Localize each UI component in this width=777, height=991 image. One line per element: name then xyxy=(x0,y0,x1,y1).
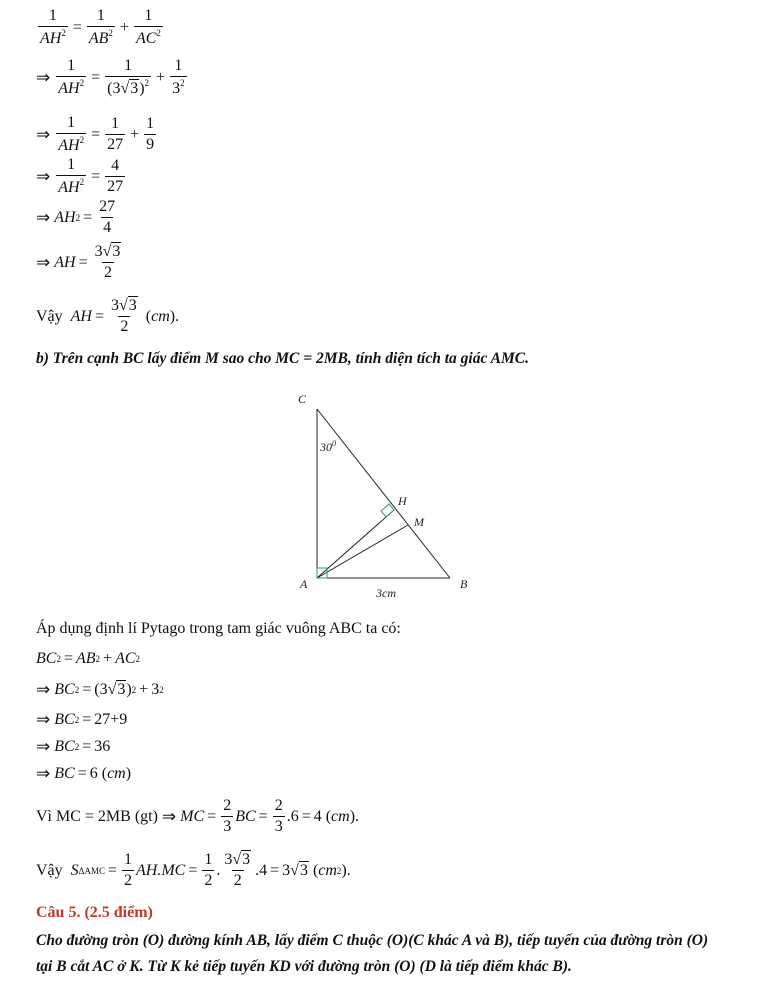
label-m: M xyxy=(414,515,424,529)
eq-line-4: ⇒ $\frac{1}{AH^2}$ = $\frac{4}{27}$ xyxy=(36,156,124,196)
label-base: 3cm xyxy=(376,586,396,600)
cau5-heading: Câu 5. (2.5 điểm) xyxy=(36,904,153,921)
label-b: B xyxy=(460,577,468,591)
eq-b-5: ⇒ BC = 6 ( cm ) xyxy=(36,764,132,783)
label-c: C xyxy=(298,392,307,406)
eq-line-3: ⇒ $\frac{1}{AH^2}$ = $\frac{1}{27}$ + $\frac{1}{9}$ xyxy=(36,114,155,154)
right-angle-h xyxy=(381,504,394,517)
eq-line-5: ⇒ AH 2 = $\frac{27}{4}$ xyxy=(36,198,116,236)
mc-line: Vì MC = 2MB (gt) ⇒ MC = $\frac{2}{3}$ BC = $\frac{2}{3}$ .6 = 4 ( cm ). xyxy=(36,797,360,835)
cau5-line-1: Cho đường tròn (O) đường kính AB, lấy điểm C thuộc (O)(C khác A và B), tiếp tuyến của đường tròn (O) xyxy=(36,932,709,949)
area-line: Vậy S ΔAMC = $\frac{1}{2}$ AH.MC = $\frac{1}{2}$ . $\frac{3√3}{2}$ .4 = 3 √3 ( cm 2 ). xyxy=(36,851,351,889)
eq-b-2: ⇒ BC 2 = ( 3 √3 ) 2 + 3 2 xyxy=(36,680,164,699)
label-h: H xyxy=(398,494,407,508)
eq-b-4: ⇒ BC 2 = 36 xyxy=(36,737,111,756)
triangle-figure xyxy=(290,385,490,605)
eq-line-1: $\frac{1}{AH^2}$ = $\frac{1}{AB^2}$ + $\frac{1}{AC^2}$ xyxy=(40,7,161,47)
cau5-line-2: tại B cắt AC ở K. Từ K kẻ tiếp tuyến KD với đường tròn (O) (D là tiếp điểm khác B). xyxy=(36,958,572,975)
label-angle: $30^0$ xyxy=(320,439,336,454)
conclusion-a: Vậy AH = $\frac{3√3}{2}$ ( cm ). xyxy=(36,297,180,335)
part-b-title: b) Trên cạnh BC lấy điểm M sao cho MC = 2MB, tính diện tích ta giác AMC. xyxy=(36,350,529,367)
eq-b-3: ⇒ BC 2 = 27+9 xyxy=(36,710,128,729)
label-a: A xyxy=(300,577,308,591)
eq-b-1: BC 2 = AB 2 + AC 2 xyxy=(36,650,141,667)
eq-line-2: ⇒ $\frac{1}{AH^2}$ = $\frac{1}{(3√3)^2}$ + $\frac{1}{3^2}$ xyxy=(36,57,185,97)
eq-line-6: ⇒ AH = $\frac{3√3}{2}$ xyxy=(36,243,121,281)
segment-ah xyxy=(317,510,394,578)
segment-am xyxy=(317,525,408,578)
pythagoras-intro: Áp dụng định lí Pytago trong tam giác vuông ABC ta có: xyxy=(36,620,401,637)
side-bc xyxy=(317,409,450,578)
